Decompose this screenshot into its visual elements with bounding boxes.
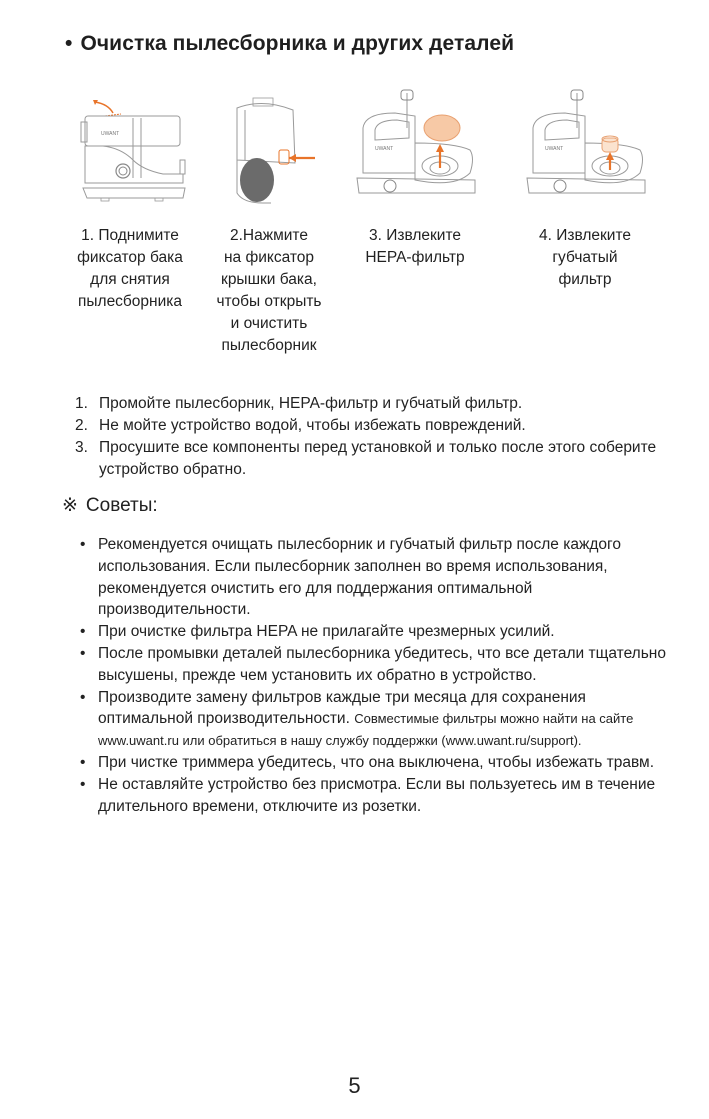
list-item: [80, 752, 675, 774]
list-item: [80, 534, 675, 621]
step-text: Просушите все компоненты перед установкой и только после этого соберите устройство обратно.: [99, 439, 657, 478]
tips-heading: [62, 494, 158, 517]
tip-text: После промывки деталей пылесборника убедитесь, что все детали тщательно высушены, прежде чем установить их обратно в устройство.: [98, 644, 666, 684]
figure-caption: 1. Поднимите фиксатор бака для снятия пылесборника: [77, 227, 183, 310]
list-item: [80, 687, 675, 752]
figure-caption: 4. Извлеките губчатый фильтр: [538, 227, 631, 288]
list-item: [75, 393, 675, 415]
step-number: 1.: [75, 395, 88, 412]
bullet-icon: •: [80, 775, 86, 793]
list-item: [80, 621, 675, 643]
brand-label: UWANT: [101, 131, 120, 137]
tip-text: Рекомендуется очищать пылесборник и губчатый фильтр после каждого использования. Если пылесборник заполнен во время использования, рекомендуется очистить его для поддержания оптимальной производительности.: [98, 536, 621, 619]
brand-label: UWANT: [375, 146, 394, 152]
bullet-icon: •: [80, 688, 86, 706]
figure-caption: 2.Нажмите на фиксатор крышки бака, чтобы открыть и очистить пылесборник: [216, 227, 322, 354]
tip-text: Производите замену фильтров каждые три месяца для сохранения оптимальной производительности.: [98, 688, 586, 728]
section-title: [65, 32, 514, 56]
brand-label: UWANT: [545, 146, 564, 152]
bullet-icon: •: [80, 536, 86, 553]
step-text: Не мойте устройство водой, чтобы избежать повреждений.: [99, 417, 526, 434]
dust-bin-press-latch-illustration: [223, 88, 323, 213]
tip-small-text: Совместимые фильтры можно найти на сайте www.uwant.ru или обратиться в нашу службу поддержки (www.uwant.ru/support).: [98, 711, 634, 749]
step-number: 3.: [75, 439, 88, 456]
bullet-icon: •: [80, 753, 86, 771]
figure-caption: 3. Извлеките HEPA-фильтр: [365, 227, 465, 266]
list-item: [80, 774, 675, 818]
illustrations-row: [55, 88, 675, 218]
bullet-icon: •: [80, 623, 86, 641]
remove-sponge-filter-illustration: [515, 88, 665, 213]
remove-hepa-filter-illustration: [345, 88, 495, 213]
list-item: [80, 643, 675, 687]
tip-text: При чистке триммера убедитесь, что она выключена, чтобы избежать травм.: [98, 753, 655, 771]
bullet-icon: •: [80, 644, 86, 662]
list-item: [75, 437, 675, 481]
reference-mark-icon: ※: [62, 495, 78, 516]
page-number: 5: [348, 1073, 361, 1098]
tip-text: При очистке фильтра HEPA не прилагайте чрезмерных усилий.: [98, 623, 555, 641]
tips-list: [80, 534, 675, 817]
cleaning-steps-list: [75, 393, 675, 481]
tip-text: Не оставляйте устройство без присмотра. Если вы пользуетесь им в течение длительного времени, отключите из розетки.: [98, 775, 656, 815]
step-text: Промойте пылесборник, HEPA-фильтр и губчатый фильтр.: [99, 395, 523, 412]
tips-heading-text: Советы:: [85, 495, 158, 516]
section-title-text: Очистка пылесборника и других деталей: [80, 32, 515, 55]
step-number: 2.: [75, 417, 88, 434]
list-item: [75, 415, 675, 437]
vacuum-side-lift-latch-illustration: [63, 88, 198, 208]
title-bullet: •: [65, 32, 73, 55]
